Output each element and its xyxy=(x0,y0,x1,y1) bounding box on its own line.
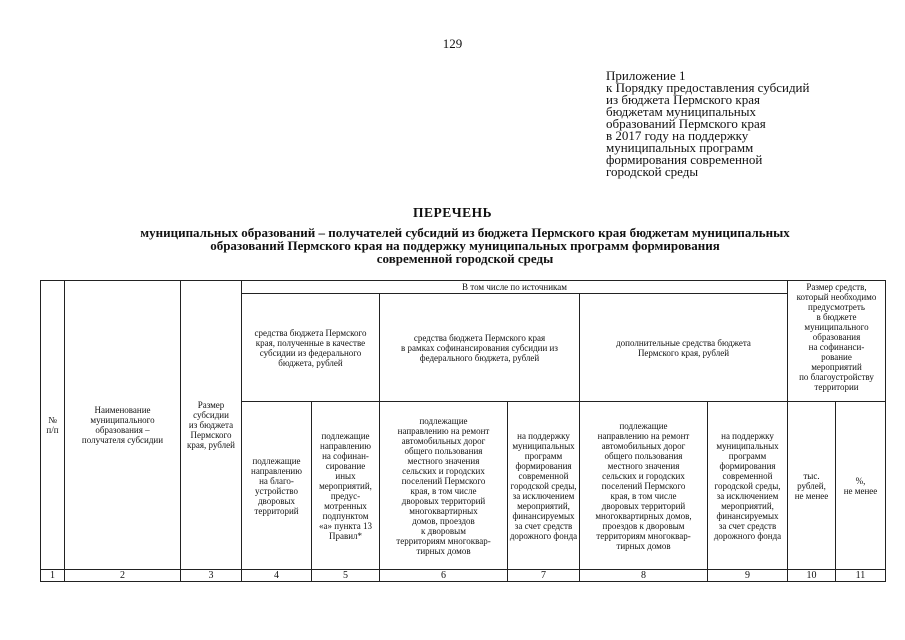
header-road-repair-additional: подлежащие направлению на ремонт автомобильных дорог общего пользования местного значения сельских и городских поселений Пермского края, в том числе дворовых территорий многоквартирных домов, проездов к дворовым территориям многоквар- тирных домов xyxy=(580,402,708,570)
header-yard-improvement: подлежащие направлению на благо- устройство дворовых территорий xyxy=(242,402,312,570)
column-number: 5 xyxy=(312,570,380,582)
column-number: 8 xyxy=(580,570,708,582)
recipients-table xyxy=(40,280,886,582)
header-cofinancing-funds: средства бюджета Пермского края в рамках софинансирования субсидии из федерального бюджета, рублей xyxy=(380,294,580,402)
column-number: 11 xyxy=(836,570,886,582)
appendix-line: к Порядку предоставления субсидий xyxy=(606,80,810,95)
appendix-line: в 2017 году на поддержку xyxy=(606,128,749,143)
header-municipality-name: Наименование муниципального образования – получателя субсидии xyxy=(65,281,181,570)
header-urban-env-cofin: на поддержку муниципальных программ формирования современной городской среды, за исключением мероприятий, финансируемых за счет средств дорожного фонда xyxy=(508,402,580,570)
document-subtitle xyxy=(80,226,850,265)
header-number: № п/п xyxy=(41,281,65,570)
header-subsidy-size: Размер субсидии из бюджета Пермского края, рублей xyxy=(181,281,242,570)
document-title: ПЕРЕЧЕНЬ xyxy=(412,205,493,220)
column-number: 10 xyxy=(788,570,836,582)
column-number: 2 xyxy=(65,570,181,582)
appendix-line: муниципальных программ xyxy=(606,140,754,155)
header-urban-env-additional: на поддержку муниципальных программ формирования современной городской среды, за исключением мероприятий, финансируемых за счет средств дорожного фонда xyxy=(708,402,788,570)
column-number: 6 xyxy=(380,570,508,582)
header-other-measures: подлежащие направлению на софинан- сирование иных мероприятий, предус- мотренных подпунктом «а» пункта 13 Правил* xyxy=(312,402,380,570)
appendix-line: бюджетам муниципальных xyxy=(606,104,756,119)
column-number: 4 xyxy=(242,570,312,582)
page-number: 129 xyxy=(442,36,463,51)
header-percent: %, не менее xyxy=(836,402,886,570)
appendix-line: формирования современной xyxy=(606,152,763,167)
appendix-line: из бюджета Пермского края xyxy=(606,92,761,107)
column-number: 1 xyxy=(41,570,65,582)
column-number: 3 xyxy=(181,570,242,582)
header-by-sources: В том числе по источникам xyxy=(242,281,788,294)
appendix-line: образований Пермского края xyxy=(606,116,766,131)
header-road-repair-cofin: подлежащие направлению на ремонт автомобильных дорог общего пользования местного значения сельских и городских поселений Пермского края, в том числе дворовых территорий многоквартирных домов, проездов к дворовым территориям многоквар- тирных домов xyxy=(380,402,508,570)
header-additional-funds: дополнительные средства бюджета Пермского края, рублей xyxy=(580,294,788,402)
column-number: 9 xyxy=(708,570,788,582)
column-number: 7 xyxy=(508,570,580,582)
subtitle-line: образований Пермского края на поддержку муниципальных программ формирования xyxy=(210,238,720,253)
header-federal-subsidy-funds: средства бюджета Пермского края, полученные в качестве субсидии из федерального бюджета, рублей xyxy=(242,294,380,402)
header-thousand-rubles: тыс. рублей, не менее xyxy=(788,402,836,570)
appendix-note xyxy=(606,70,896,178)
subtitle-line: муниципальных образований – получателей субсидий из бюджета Пермского края бюджетам муниципальных xyxy=(140,225,790,240)
appendix-line: Приложение 1 xyxy=(606,68,686,83)
header-required-funds: Размер средств, который необходимо предусмотреть в бюджете муниципального образования на софинанси- рование мероприятий по благоустройству территории xyxy=(788,281,886,402)
subtitle-line: современной городской среды xyxy=(376,251,554,266)
appendix-line: городской среды xyxy=(606,164,699,179)
